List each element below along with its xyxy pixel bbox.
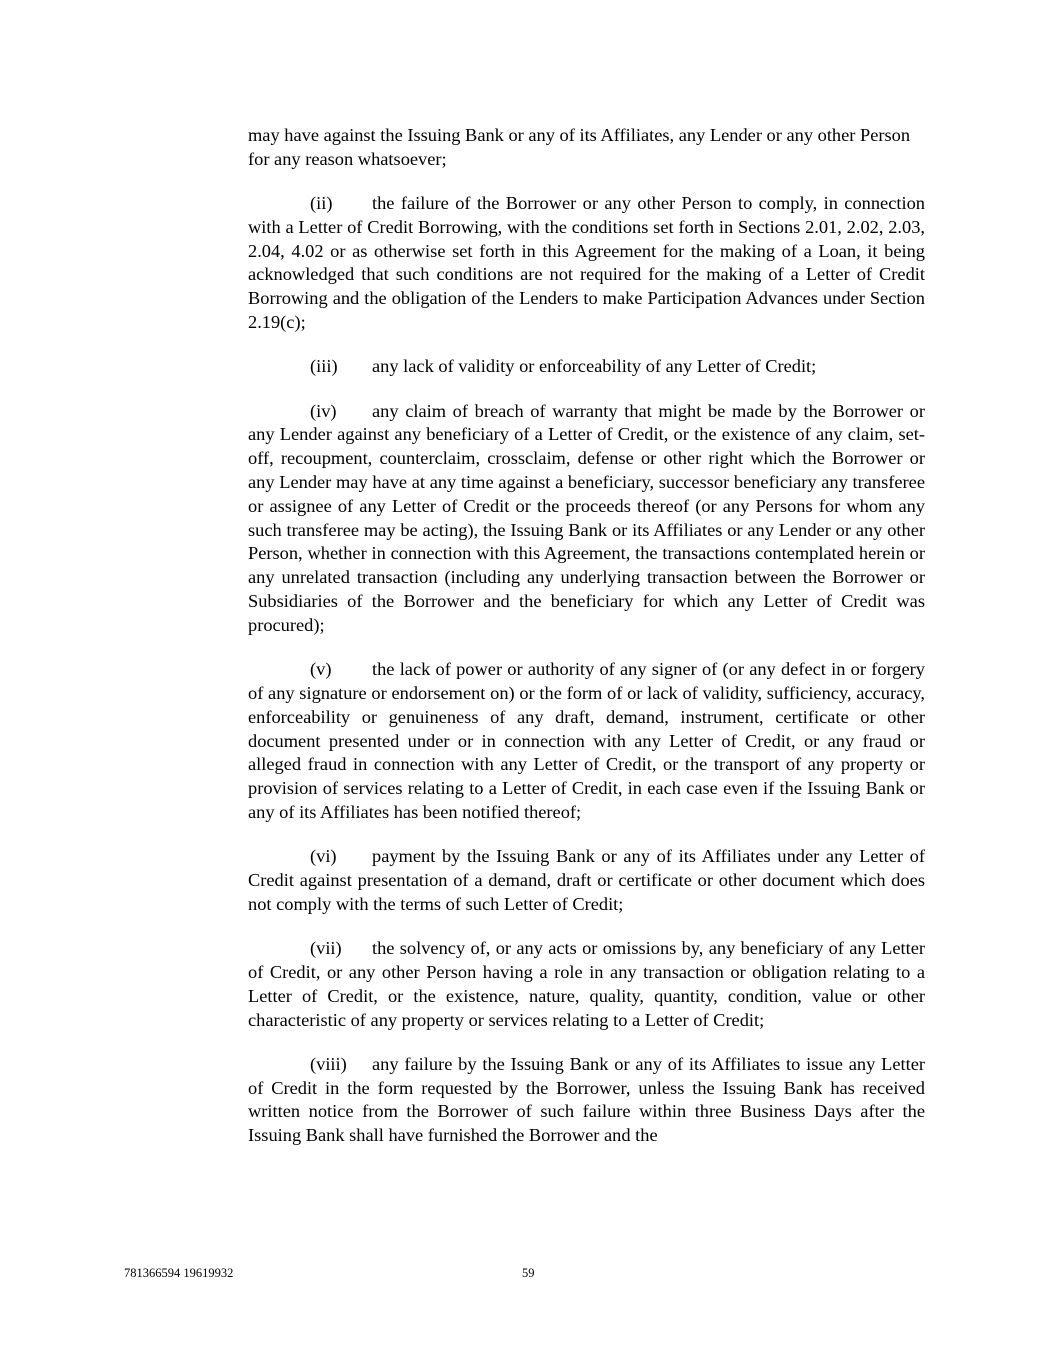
clause-number: (viii): [310, 1053, 347, 1074]
clause-number: (v): [310, 659, 332, 680]
clause-number: (vi): [310, 846, 337, 867]
footer-document-id: 781366594 19619932: [124, 1266, 234, 1280]
clause-iv: [248, 400, 925, 638]
clause-ii: [248, 192, 925, 335]
clause-number: (vii): [310, 938, 342, 959]
document-body: [248, 124, 925, 1168]
clause-text: any claim of breach of warranty that might be made by the Borrower or any Lender against any beneficiary of a Letter of Credit, or the existence of any claim, set-off, recoupment, counterclaim, crossclaim, defense or other right which the Borrower or any Lender may have at any time against a beneficiary, successor beneficiary any transferee or assignee of any Letter of Credit or the proceeds thereof (or any Persons for whom any such transferee may be acting), the Issuing Bank or its Affiliates or any Lender or any other Person, whether in connection with this Agreement, the transactions contemplated herein or any unrelated transaction (including any underlying transaction between the Borrower or Subsidiaries of the Borrower and the beneficiary for which any Letter of Credit was procured);: [248, 400, 925, 635]
clause-text: the solvency of, or any acts or omissions by, any beneficiary of any Letter of Credit, or any other Person having a role in any transaction or obligation relating to a Letter of Credit, or the existence, nature, quality, quantity, condition, value or other characteristic of any property or services relating to a Letter of Credit;: [248, 938, 925, 1030]
clause-text: any failure by the Issuing Bank or any of its Affiliates to issue any Letter of Credit in the form requested by the Borrower, unless the Issuing Bank has received written notice from the Borrower of such failure within three Business Days after the Issuing Bank shall have furnished the Borrower and the: [248, 1053, 925, 1146]
continuation-paragraph: may have against the Issuing Bank or any of its Affiliates, any Lender or any other Person for any reason whatsoever;: [248, 125, 911, 169]
footer-page-number: 59: [522, 1266, 535, 1280]
clause-viii: [248, 1053, 925, 1148]
clause-text: payment by the Issuing Bank or any of its Affiliates under any Letter of Credit against presentation of a demand, draft or certificate or other document which does not comply with the terms of such Letter of Credit;: [248, 846, 925, 914]
clause-number: (iv): [310, 400, 337, 421]
clause-vi: [248, 845, 925, 916]
clause-text: the failure of the Borrower or any other Person to comply, in connection with a Letter of Credit Borrowing, with the conditions set forth in Sections 2.01, 2.02, 2.03, 2.04, 4.02 or as otherwise set forth in this Agreement for the making of a Loan, it being acknowledged that such conditions are not required for the making of a Letter of Credit Borrowing and the obligation of the Lenders to make Participation Advances under Section 2.19(c);: [248, 193, 925, 333]
clause-number: (ii): [310, 193, 333, 214]
clause-number: (iii): [310, 356, 338, 377]
clause-v: [248, 658, 925, 825]
clause-iii: [248, 355, 925, 379]
clause-text: the lack of power or authority of any signer of (or any defect in or forgery of any signature or endorsement on) or the form of or lack of validity, sufficiency, accuracy, enforceability or genuineness of any draft, demand, instrument, certificate or other document presented under or in connection with any Letter of Credit, or any fraud or alleged fraud in connection with any Letter of Credit, or the transport of any property or provision of services relating to a Letter of Credit, in each case even if the Issuing Bank or any of its Affiliates has been notified thereof;: [248, 659, 925, 822]
clause-text: any lack of validity or enforceability of any Letter of Credit;: [372, 356, 817, 377]
clause-vii: [248, 937, 925, 1032]
